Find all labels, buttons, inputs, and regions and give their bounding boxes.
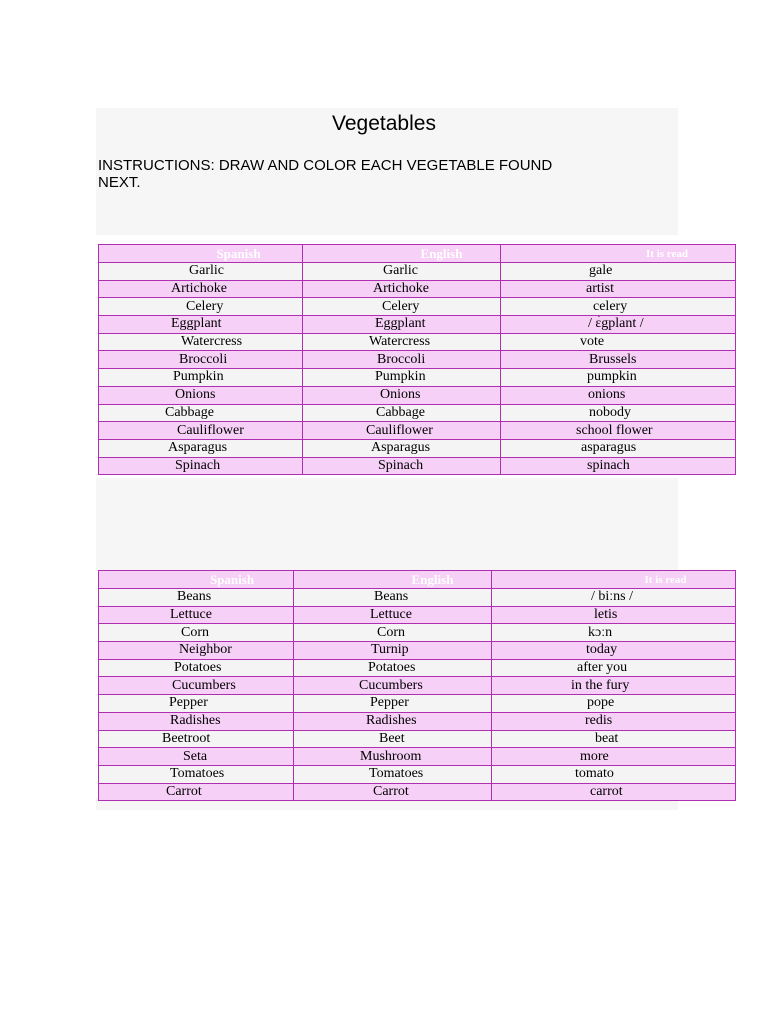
cell-english: Mushroom [294,748,492,766]
cell-it-is-read: vote [501,333,736,351]
cell-english: Beet [294,730,492,748]
cell-english: Beans [294,589,492,607]
table-row [99,333,736,351]
cell-it-is-read: / biːns / [492,589,736,607]
table-row [99,280,736,298]
table-row [99,316,736,334]
cell-it-is-read: carrot [492,783,736,801]
cell-it-is-read: letis [492,606,736,624]
cell-english: Asparagus [303,439,501,457]
cell-it-is-read: after you [492,659,736,677]
table-row [99,659,736,677]
cell-spanish: Potatoes [99,659,294,677]
table-row [99,422,736,440]
cell-english: Tomatoes [294,765,492,783]
header-spanish: Spanish [99,571,294,589]
cell-it-is-read: in the fury [492,677,736,695]
table-row [99,712,736,730]
cell-it-is-read: artist [501,280,736,298]
table-row [99,677,736,695]
cell-spanish: Seta [99,748,294,766]
table-row [99,589,736,607]
table-row [99,765,736,783]
cell-spanish: Beetroot [99,730,294,748]
cell-spanish: Eggplant [99,316,303,334]
cell-spanish: Radishes [99,712,294,730]
cell-it-is-read: more [492,748,736,766]
table-row [99,783,736,801]
cell-spanish: Artichoke [99,280,303,298]
cell-english: Pumpkin [303,369,501,387]
cell-it-is-read: school flower [501,422,736,440]
cell-english: Cabbage [303,404,501,422]
cell-english: Pepper [294,695,492,713]
cell-spanish: Cucumbers [99,677,294,695]
cell-english: Spinach [303,457,501,475]
cell-english: Potatoes [294,659,492,677]
cell-english: Celery [303,298,501,316]
cell-english: Watercress [303,333,501,351]
table-row [99,439,736,457]
cell-english: Eggplant [303,316,501,334]
table-row [99,404,736,422]
cell-english: Garlic [303,263,501,281]
vegetables-table-1 [98,244,736,475]
header-it-is-read: It is read [501,245,736,263]
cell-it-is-read: nobody [501,404,736,422]
cell-spanish: Onions [99,386,303,404]
cell-spanish: Lettuce [99,606,294,624]
cell-spanish: Neighbor [99,642,294,660]
cell-it-is-read: Brussels [501,351,736,369]
cell-spanish: Pumpkin [99,369,303,387]
table-row [99,642,736,660]
table-row [99,263,736,281]
cell-spanish: Watercress [99,333,303,351]
header-english: English [303,245,501,263]
cell-it-is-read: redis [492,712,736,730]
cell-it-is-read: / ɛ́gplant / [501,316,736,334]
cell-it-is-read: beat [492,730,736,748]
table-row [99,748,736,766]
middle-panel [96,478,678,571]
cell-english: Artichoke [303,280,501,298]
cell-it-is-read: pumpkin [501,369,736,387]
cell-spanish: Garlic [99,263,303,281]
cell-english: Radishes [294,712,492,730]
table-row [99,298,736,316]
cell-english: Carrot [294,783,492,801]
cell-it-is-read: tomato [492,765,736,783]
table-row [99,624,736,642]
cell-english: Turnip [294,642,492,660]
cell-spanish: Celery [99,298,303,316]
cell-spanish: Carrot [99,783,294,801]
header-it-is-read: It is read [492,571,736,589]
cell-it-is-read: pope [492,695,736,713]
cell-it-is-read: celery [501,298,736,316]
cell-english: Cucumbers [294,677,492,695]
cell-english: Lettuce [294,606,492,624]
cell-spanish: Asparagus [99,439,303,457]
cell-spanish: Spinach [99,457,303,475]
table-row [99,730,736,748]
table-row [99,457,736,475]
cell-it-is-read: gale [501,263,736,281]
table-row [99,386,736,404]
table-header-row [99,571,736,589]
cell-it-is-read: onions [501,386,736,404]
page-title: Vegetables [332,112,436,135]
table-header-row [99,245,736,263]
table-row [99,695,736,713]
cell-english: Corn [294,624,492,642]
cell-it-is-read: today [492,642,736,660]
cell-spanish: Broccoli [99,351,303,369]
table-row [99,606,736,624]
cell-spanish: Corn [99,624,294,642]
cell-spanish: Tomatoes [99,765,294,783]
table-row [99,351,736,369]
cell-spanish: Cabbage [99,404,303,422]
cell-english: Broccoli [303,351,501,369]
header-english: English [294,571,492,589]
cell-spanish: Beans [99,589,294,607]
cell-it-is-read: kɔːn [492,624,736,642]
cell-spanish: Cauliflower [99,422,303,440]
cell-english: Onions [303,386,501,404]
cell-english: Cauliflower [303,422,501,440]
table-row [99,369,736,387]
vegetables-table-2 [98,570,736,801]
cell-spanish: Pepper [99,695,294,713]
instructions-text: INSTRUCTIONS: DRAW AND COLOR EACH VEGETABLE FOUND NEXT. [98,157,553,191]
cell-it-is-read: asparagus [501,439,736,457]
cell-it-is-read: spinach [501,457,736,475]
header-spanish: Spanish [99,245,303,263]
